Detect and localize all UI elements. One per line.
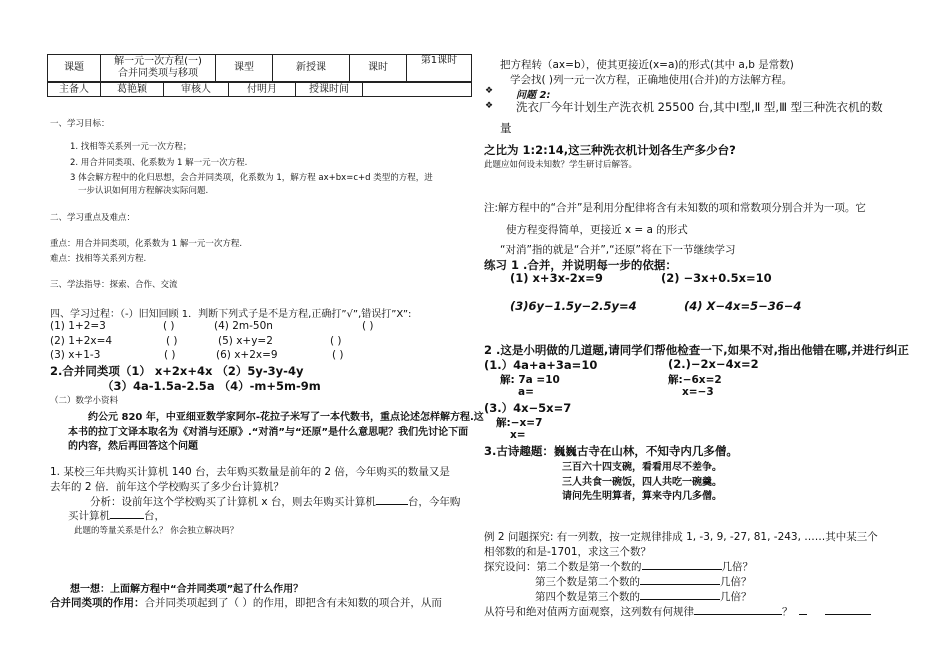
- blank-probe-1[interactable]: [642, 560, 722, 570]
- type-value: 新授课: [273, 55, 350, 82]
- material-line-1: 约公元 820 年，中亚细亚数学家阿尔-花拉子米写了一本代数书，重点论述怎样解方程.这: [88, 412, 484, 423]
- think-question: 想一想：上面解方程中“合并同类项”起了什么作用？: [70, 584, 304, 595]
- question-2-line-1: 洗衣厂今年计划生产洗衣机 25500 台,其中Ⅰ型,Ⅱ 型,Ⅲ 型三种洗衣机的数: [516, 100, 883, 114]
- example-2-line-2: 相邻数的和是-1701，求这三个数？: [484, 546, 652, 558]
- note-line-1: 注:解方程中的“合并”是利用分配律将含有未知数的项和常数项分别合并为一项。它: [484, 202, 866, 214]
- exercise-1-title: 练习 1 .合并，并说明每一步的依据：: [484, 258, 677, 272]
- judge-item-6: (6) x+2x=9: [216, 349, 278, 361]
- check-3-step-2: x=: [510, 429, 526, 441]
- analysis-line-2: [68, 508, 165, 523]
- exercise-1-item-2: (2) −3x+0.5x=10: [661, 271, 772, 285]
- teach-time-value: [363, 83, 472, 97]
- blank-probe-4-extra[interactable]: [825, 605, 871, 615]
- question-1-line-1: 1. 某校三年共购买计算机 140 台，去年购买数量是前年的 2 倍，今年购买的数量又是: [50, 466, 450, 478]
- reviewer-value: 付明月: [229, 83, 296, 97]
- check-3-step-1: 解:−x=7: [496, 417, 543, 429]
- topic-line-2: 合并同类项与移项: [118, 68, 198, 79]
- label-teach-time: 授课时间: [296, 83, 363, 97]
- check-item-1: (1.）4a+a+3a=10: [484, 358, 598, 372]
- check-1-step-1: 解: 7a =10: [500, 374, 560, 386]
- merge-exercise-line2: （3）4a-1.5a-2.5a （4）-m+5m-9m: [102, 379, 321, 393]
- exercise-1-item-1: (1) x+3x-2x=9: [510, 271, 603, 285]
- difficult-point: 难点：找相等关系列方程.: [50, 254, 147, 264]
- period-value: 第1课时: [407, 55, 472, 82]
- judge-item-3: (3) x+1-3: [50, 349, 101, 361]
- probe-1a: 探究设问：第二个数是第一个数的: [484, 561, 642, 573]
- judge-answer-6[interactable]: ( ): [332, 349, 344, 361]
- merge-role: [50, 595, 442, 610]
- math-material-title: （二）数学小资料: [50, 396, 119, 406]
- poem-line-4: 请问先生明算者，算来寺内几多僧。: [562, 491, 722, 502]
- judge-item-4: (4) 2m-50n: [214, 320, 273, 332]
- question-2-line-2: 量: [500, 121, 512, 135]
- question-2-ratio: 之比为 1:2:14,这三种洗衣机计划各生产多少台?: [484, 143, 736, 157]
- material-line-2: 本书的拉丁文译本取名为《对消与还原》.“对消”与“还原”是什么意思呢？我们先讨论下面: [68, 427, 469, 438]
- question-1-line-2: 去年的 2 倍．前年这个学校购买了多少台计算机？: [50, 481, 284, 493]
- analysis-1b: 台，今年购: [407, 496, 461, 508]
- note-line-3: “对消”指的就是“合并”,“还原”将在下一节继续学习: [500, 244, 736, 256]
- judge-answer-2[interactable]: ( ): [166, 335, 178, 347]
- section-objectives-title: 一、学习目标：: [50, 119, 110, 129]
- poem-line-2: 三百六十四支碗，看看用尽不差争。: [562, 462, 722, 473]
- judge-item-5: (5) x+y=2: [218, 335, 273, 347]
- analysis-2b: 台，: [144, 510, 165, 522]
- check-2-step-2: x=−3: [682, 386, 714, 398]
- header-row-1: [48, 55, 472, 82]
- analysis-1a: 分析：设前年这个学校购买了计算机 x 台，则去年购买计算机: [90, 496, 376, 508]
- judge-answer-5[interactable]: ( ): [330, 335, 342, 347]
- label-preparer: 主备人: [48, 83, 101, 97]
- label-period: 课时: [350, 55, 407, 82]
- blank-last-year[interactable]: [376, 495, 408, 505]
- header-row-2: [48, 83, 472, 97]
- merge-exercise-title: 2.合并同类项（1） x+2x+4x （2）5y-3y-4y: [50, 364, 304, 378]
- topic-line-1: 解一元一次方程(一): [114, 56, 202, 67]
- judge-answer-4[interactable]: ( ): [362, 320, 374, 332]
- exercise-1-item-3: (3)6y−1.5y−2.5y=4: [510, 299, 637, 313]
- probe-2b: 几倍？: [720, 576, 752, 588]
- judge-item-2: (2) 1+2x=4: [50, 335, 113, 347]
- probe-2a: 第三个数是第二个数的: [535, 576, 640, 588]
- diamond-bullet-icon: ❖: [485, 86, 494, 96]
- check-title: 2 .这是小明做的几道题,请同学们帮他检查一下,如果不对,指出他错在哪,并进行纠正: [484, 343, 909, 357]
- merge-role-label: 合并同类项的作用：: [50, 597, 145, 609]
- key-point: 重点：用合并同类项，化系数为 1 解一元一次方程.: [50, 239, 243, 249]
- question-2-title: 问题 2:: [516, 90, 551, 101]
- section-keypoints-title: 二、学习重点及难点：: [50, 213, 136, 223]
- objective-3-cont: 一步认识如何用方程解决实际问题.: [78, 186, 209, 196]
- label-topic: 课题: [48, 55, 101, 82]
- diamond-bullet-icon-2: ❖: [485, 101, 494, 111]
- probe-line-4: [484, 604, 871, 619]
- objective-3: 3 体会解方程中的化归思想，会合并同类项，化系数为 1，解方程 ax+bx=c+d 类型的方程，进: [70, 173, 433, 183]
- check-1-step-2: a=: [518, 386, 534, 398]
- check-2-step-1: 解:−6x=2: [668, 374, 722, 386]
- judge-answer-1[interactable]: ( ): [163, 320, 175, 332]
- judge-item-1: (1) 1+2=3: [50, 320, 106, 332]
- note-line-2: 使方程变得简单，更接近 x = a 的形式: [506, 224, 688, 236]
- blank-probe-4-short[interactable]: [799, 605, 807, 615]
- check-item-3: (3.）4x−5x=7: [484, 401, 572, 415]
- lesson-header-table-row2: [47, 82, 472, 97]
- probe-line-3: [535, 589, 752, 604]
- check-item-2: (2.)−2x−4x=2: [668, 357, 759, 371]
- objective-1: 1. 找相等关系列一元一次方程；: [70, 142, 192, 152]
- analysis-2a: 买计算机: [68, 510, 110, 522]
- preparer-value: 葛艳颖: [101, 83, 164, 97]
- judge-answer-3[interactable]: ( ): [164, 349, 176, 361]
- probe-line-1: [484, 559, 753, 574]
- section-process-title: 四、学习过程：（-）旧知回顾 1．判断下列式子是不是方程,正确打”√”,错误打”X”:: [50, 309, 412, 320]
- blank-probe-4[interactable]: [694, 605, 782, 615]
- topic-value: [101, 55, 216, 82]
- blank-probe-2[interactable]: [640, 575, 720, 585]
- probe-4a: 从符号和绝对值两方面观察，这列数有何规律: [484, 606, 694, 618]
- equal-relation-question: 此题的等量关系是什么？ 你会独立解决吗？: [74, 526, 239, 536]
- blank-probe-3[interactable]: [640, 590, 720, 600]
- continued-line-1: 把方程转（ax=b），使其更接近(x=a)的形式(其中 a,b 是常数): [500, 59, 794, 71]
- poem-line-3: 三人共食一碗饭，四人共吃一碗羹。: [562, 477, 722, 488]
- label-reviewer: 审核人: [164, 83, 229, 97]
- probe-4b: ？: [782, 606, 793, 618]
- analysis-line-1: [90, 494, 460, 509]
- lesson-header-table: [47, 54, 472, 82]
- probe-1b: 几倍？: [721, 561, 753, 573]
- exercise-1-item-4: (4) X−4x=5−36−4: [684, 299, 802, 313]
- question-2-hint: 此题应如何设未知数？学生研讨后解答。: [484, 160, 638, 170]
- label-type: 课型: [216, 55, 273, 82]
- probe-3a: 第四个数是第三个数的: [535, 591, 640, 603]
- blank-this-year[interactable]: [110, 509, 144, 519]
- objective-2: 2. 用合并同类项、化系数为 1 解一元一次方程.: [70, 158, 248, 168]
- material-line-3: 的内容，然后再回答这个问题: [68, 441, 198, 452]
- poem-line-1: 3.古诗趣题：巍巍古寺在山林，不知寺内几多僧。: [484, 444, 738, 458]
- probe-3b: 几倍？: [720, 591, 752, 603]
- section-method-title: 三、学法指导：探索、合作、交流: [50, 280, 178, 290]
- merge-role-text: 合并同类项起到了（ ）的作用，即把含有未知数的项合并，从而: [144, 597, 442, 609]
- probe-line-2: [535, 574, 752, 589]
- continued-line-2: 学会找( )列一元一次方程，正确地使用(合并)的方法解方程。: [510, 74, 793, 86]
- example-2-line-1: 例 2 问题探究: 有一列数，按一定规律排成 1, -3, 9, -27, 81, -243, ……其中某三个: [484, 531, 878, 543]
